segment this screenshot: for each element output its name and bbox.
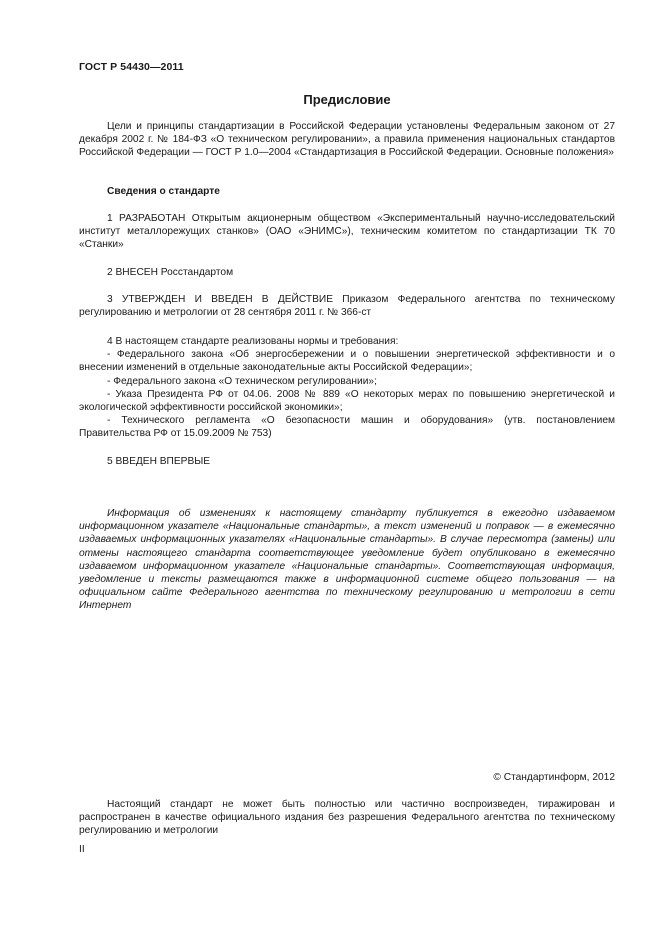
info-notice: Информация об изменениях к настоящему стандарту публикуется в ежегодно издаваемом информационном указателе «Национальные стандарты», а текст изменений и поправок — в ежемесячно издаваемых информационных указателях «Национальные стандарты». В случае пересмотра (замены) или отмены настоящего стандарта соответствующее уведомление будет опубликовано в ежемесячно издаваемом информационном указателе «Национальные стандарты». Соответствующая информация, уведомление и тексты размещаются также в информационной системе общего пользования — на официальном сайте Федерального агентства по техническому регулированию и метрологии в сети Интернет: [79, 508, 615, 612]
copyright-block: [79, 771, 615, 784]
item-5: 5 ВВЕДЕН ВПЕРВЫЕ: [107, 456, 211, 467]
page-number: II: [79, 844, 85, 855]
item-4c: - Указа Президента РФ от 04.06. 2008 № 889 «О некоторых мерах по повышению энергетической и экологической эффективности российской экономики»;: [79, 388, 615, 414]
item-3-block: [79, 293, 615, 319]
copyright: © Стандартинформ, 2012: [493, 772, 615, 783]
item-4-block: [79, 335, 615, 441]
item-4d: - Технического регламента «О безопасности машин и оборудования» (утв. постановлением Правительства РФ от 15.09.2009 № 753): [79, 415, 615, 440]
page-title: Предисловие: [303, 92, 391, 107]
intro-paragraph: Цели и принципы стандартизации в Российской Федерации установлены Федеральным законом от 27 декабря 2002 г. № 184-ФЗ «О техническом регулировании», а правила применения национальных стандартов Российской Федерации — ГОСТ Р 1.0—2004 «Стандартизация в Российской Федерации. Основные положения»: [79, 121, 615, 159]
intro-block: [79, 120, 615, 160]
item-5-block: [79, 455, 615, 468]
item-4: 4 В настоящем стандарте реализованы нормы и требования:: [107, 336, 399, 347]
item-2: 2 ВНЕСЕН Росстандартом: [107, 267, 234, 278]
section-heading: Сведения о стандарте: [107, 186, 220, 197]
section-heading-block: [79, 185, 615, 198]
reproduction-notice: Настоящий стандарт не может быть полностью или частично воспроизведен, тиражирован и распространен в качестве официального издания без разрешения Федерального агентства по техническому регулированию и метрологии: [79, 799, 615, 837]
document-header: ГОСТ Р 54430—2011: [79, 61, 184, 73]
item-3: 3 УТВЕРЖДЕН И ВВЕДЕН В ДЕЙСТВИЕ Приказом Федерального агентства по техническому регулированию и метрологии от 28 сентября 2011 г. № 366-ст: [79, 294, 615, 319]
item-1: 1 РАЗРАБОТАН Открытым акционерным обществом «Экспериментальный научно-исследовательский институт металлорежущих станков» (ОАО «ЭНИМС»), техническим комитетом по стандартизации ТК 70 «Станки»: [79, 213, 615, 251]
info-notice-block: [79, 507, 615, 613]
reproduction-block: [79, 798, 615, 838]
item-4b: - Федерального закона «О техническом регулировании»;: [107, 375, 377, 387]
item-2-block: [79, 266, 615, 279]
item-4a: - Федерального закона «Об энергосбережении и о повышении энергетической эффективности и о внесении изменений в отдельные законодательные акты Российской Федерации»;: [79, 349, 615, 374]
item-1-block: [79, 212, 615, 252]
